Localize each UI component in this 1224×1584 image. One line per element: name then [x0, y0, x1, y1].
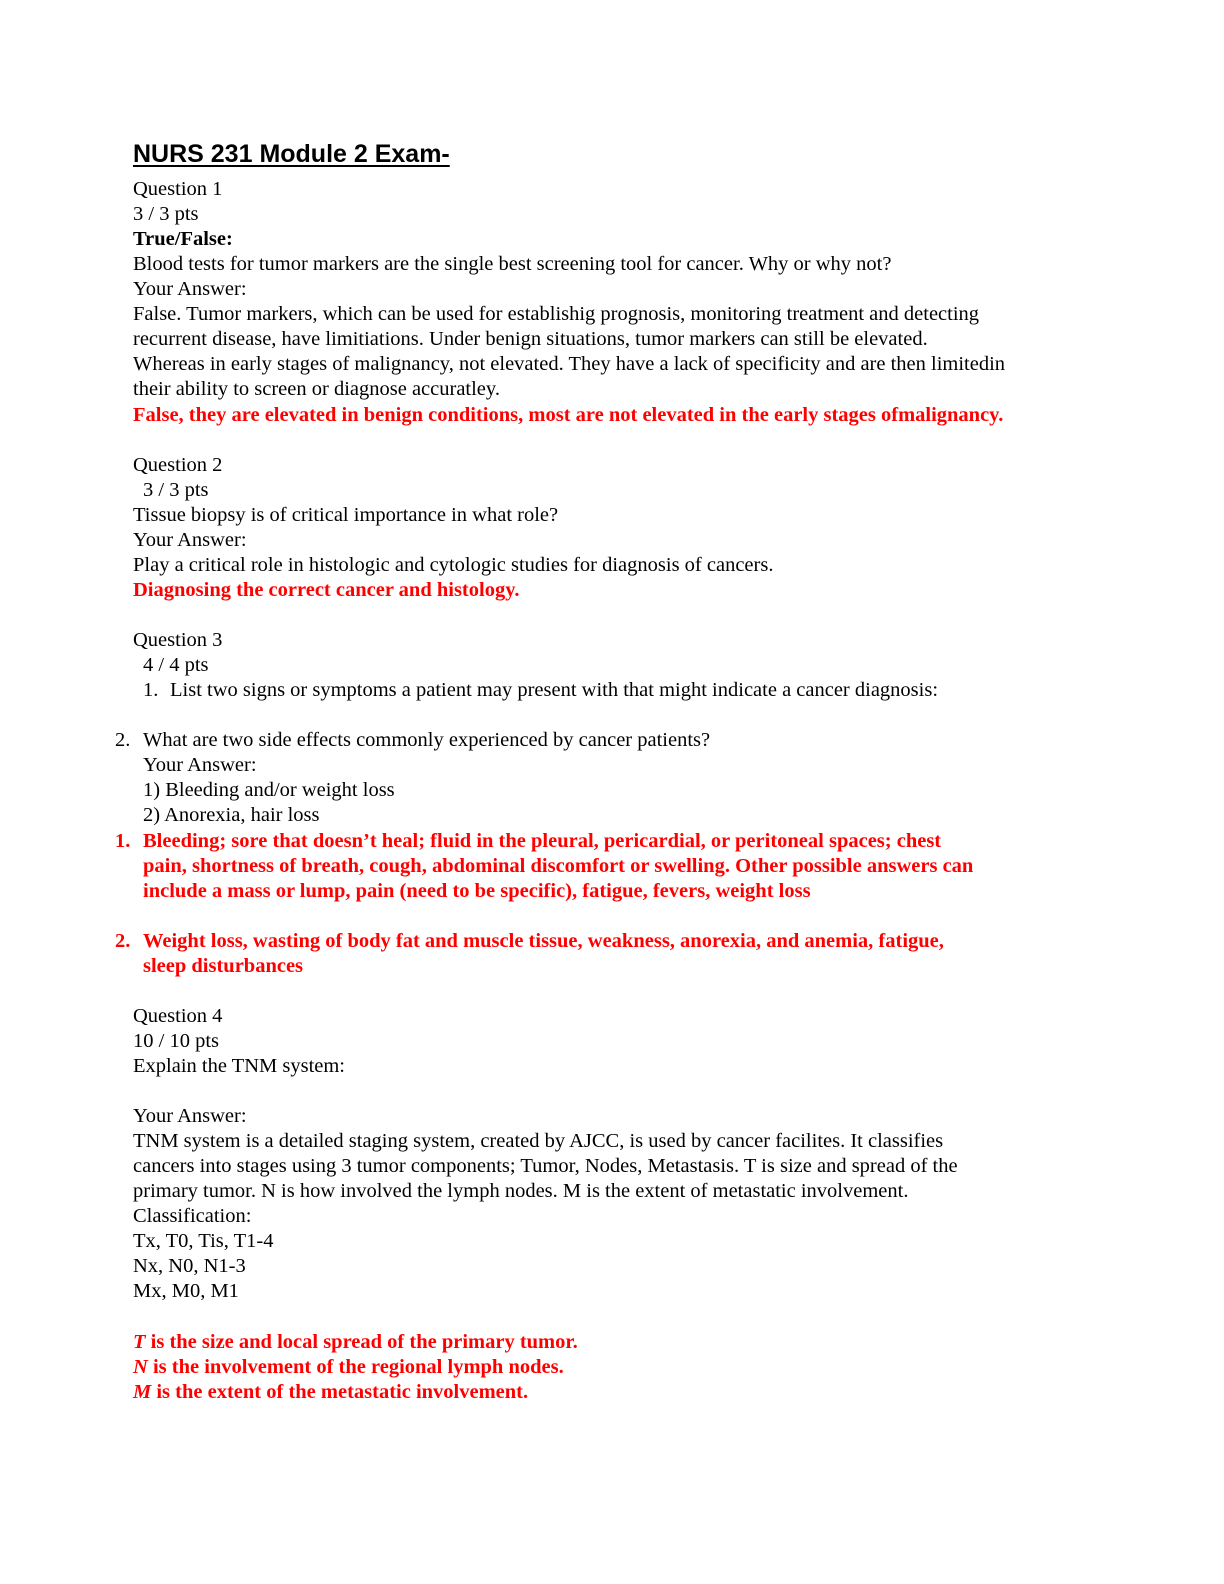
question-3-correct-2-line: sleep disturbances: [143, 955, 304, 977]
question-3-item-1-number: 1.: [143, 679, 159, 701]
question-1-answer-line: False. Tumor markers, which can be used for establishig prognosis, monitoring treatment and detecting: [133, 303, 980, 325]
tnm-letter: N: [133, 1356, 148, 1378]
question-3-correct-1-line: include a mass or lump, pain (need to be specific), fatigue, fevers, weight loss: [143, 880, 811, 902]
question-3-your-answer-label: Your Answer:: [143, 754, 257, 776]
question-4-answer-line: TNM system is a detailed staging system, created by AJCC, is used by cancer facilites. It classifies: [133, 1130, 944, 1152]
question-3-answer-2: 2) Anorexia, hair loss: [143, 804, 320, 826]
question-3-correct-2-line: Weight loss, wasting of body fat and muscle tissue, weakness, anorexia, and anemia, fatigue,: [143, 930, 944, 952]
question-1-label: Question 1: [133, 178, 223, 200]
question-1-answer-line: Whereas in early stages of malignancy, not elevated. They have a lack of specificity and are then limitedin: [133, 353, 1006, 375]
question-3-correct-2-number: 2.: [115, 930, 131, 952]
tnm-description: is the involvement of the regional lymph nodes.: [147, 1356, 564, 1378]
question-1-your-answer-label: Your Answer:: [133, 278, 247, 300]
question-1-answer-line: recurrent disease, have limitiations. Under benign situations, tumor markers can still be elevated.: [133, 328, 928, 350]
question-3-correct-1-line: pain, shortness of breath, cough, abdominal discomfort or swelling. Other possible answers can: [143, 855, 974, 877]
question-1-prompt: Blood tests for tumor markers are the single best screening tool for cancer. Why or why not?: [133, 253, 892, 275]
question-3-correct-1-line: Bleeding; sore that doesn’t heal; fluid in the pleural, pericardial, or peritoneal spaces; chest: [143, 830, 942, 852]
question-2-answer: Play a critical role in histologic and cytologic studies for diagnosis of cancers.: [133, 554, 774, 576]
question-4-answer-line: primary tumor. N is how involved the lymph nodes. M is the extent of metastatic involvement.: [133, 1180, 909, 1202]
question-2-points: 3 / 3 pts: [143, 479, 209, 501]
question-1-points: 3 / 3 pts: [133, 203, 199, 225]
question-3-label: Question 3: [133, 629, 223, 651]
question-3-item-1: List two signs or symptoms a patient may present with that might indicate a cancer diagnosis:: [170, 679, 939, 701]
question-4-answer-line: Mx, M0, M1: [133, 1280, 239, 1302]
question-4-points: 10 / 10 pts: [133, 1030, 219, 1052]
question-4-correct-line: [133, 1355, 564, 1380]
question-2-prompt: Tissue biopsy is of critical importance in what role?: [133, 504, 559, 526]
question-4-answer-line: Tx, T0, Tis, T1-4: [133, 1230, 274, 1252]
question-2-correct-answer: Diagnosing the correct cancer and histology.: [133, 579, 520, 601]
question-4-correct-line: [133, 1380, 528, 1405]
tnm-letter: T: [133, 1331, 146, 1353]
question-4-answer-line: Nx, N0, N1-3: [133, 1255, 246, 1277]
question-2-your-answer-label: Your Answer:: [133, 529, 247, 551]
question-3-points: 4 / 4 pts: [143, 654, 209, 676]
question-4-label: Question 4: [133, 1005, 223, 1027]
tnm-description: is the extent of the metastatic involvement.: [151, 1381, 529, 1403]
question-3-answer-1: 1) Bleeding and/or weight loss: [143, 779, 395, 801]
question-1-type: True/False:: [133, 228, 233, 250]
question-1-answer-line: their ability to screen or diagnose accuratley.: [133, 378, 500, 400]
question-4-answer-line: cancers into stages using 3 tumor components; Tumor, Nodes, Metastasis. T is size and spread of the: [133, 1155, 958, 1177]
question-3-item-2: What are two side effects commonly experienced by cancer patients?: [143, 729, 711, 751]
question-3-correct-1-number: 1.: [115, 830, 131, 852]
page-title: NURS 231 Module 2 Exam-: [133, 140, 450, 168]
question-4-correct-line: [133, 1330, 578, 1355]
question-1-correct-answer: False, they are elevated in benign conditions, most are not elevated in the early stages ofmalignancy.: [133, 404, 1004, 426]
tnm-letter: M: [133, 1381, 152, 1403]
question-4-answer-line: Classification:: [133, 1205, 252, 1227]
question-2-label: Question 2: [133, 454, 223, 476]
question-3-item-2-number: 2.: [115, 729, 131, 751]
tnm-description: is the size and local spread of the primary tumor.: [145, 1331, 578, 1353]
question-4-your-answer-label: Your Answer:: [133, 1105, 247, 1127]
question-4-prompt: Explain the TNM system:: [133, 1055, 346, 1077]
